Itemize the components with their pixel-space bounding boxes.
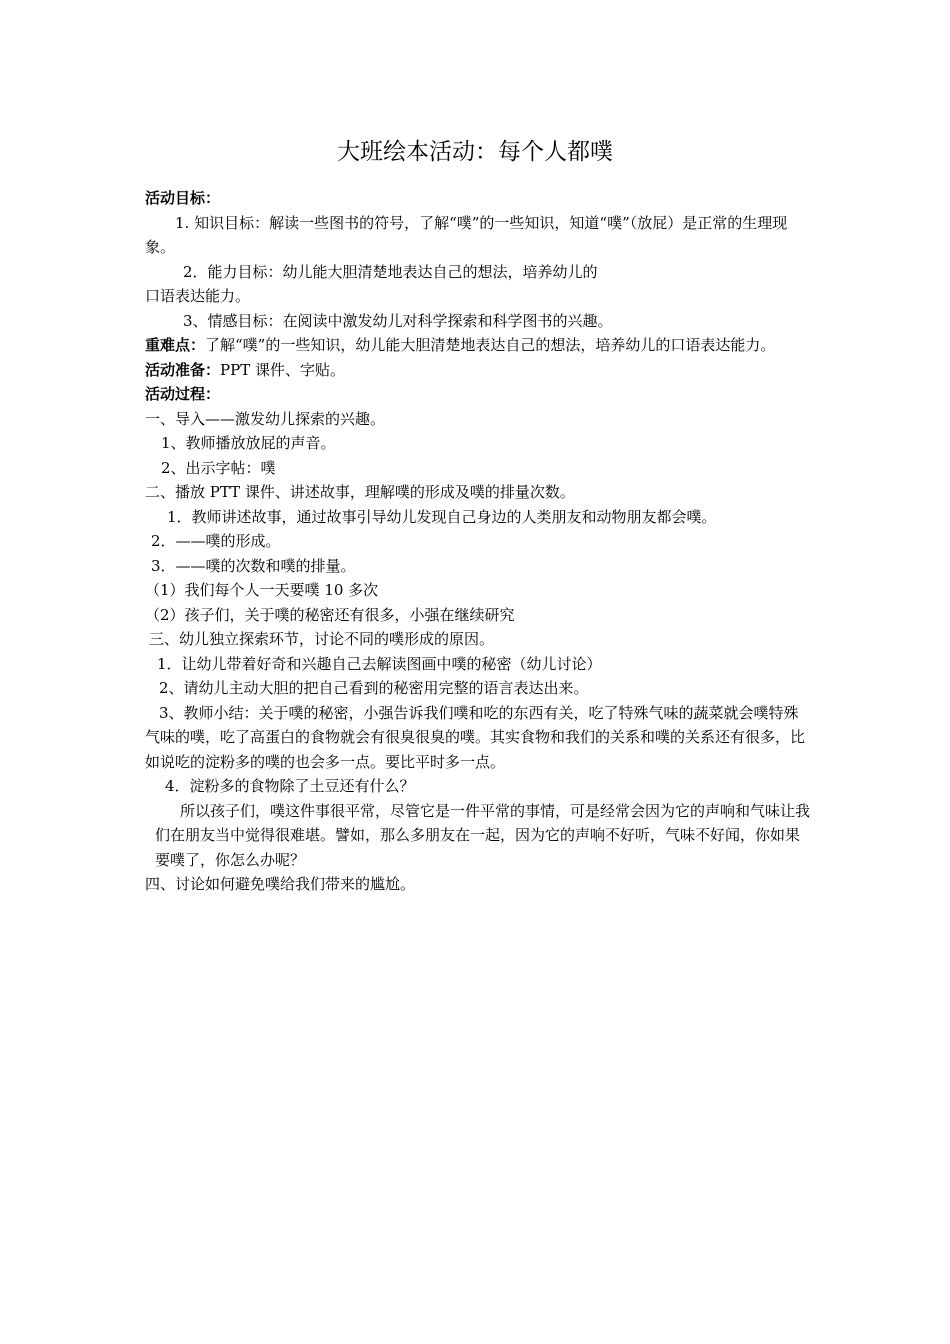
preparation-text: PPT 课件、字贴。 [220,360,345,379]
key-points-text: 了解“噗”的一些知识，幼儿能大胆清楚地表达自己的想法，培养幼儿的口语表达能力。 [205,336,776,354]
step-3: 三、幼儿独立探索环节，讨论不同的噗形成的原因。 [149,630,495,648]
step-3-3 [145,701,810,775]
goal-emotion: 3、情感目标：在阅读中激发幼儿对科学探索和科学图书的兴趣。 [183,311,613,330]
step-2-3: 3．——噗的次数和噗的排量。 [151,556,356,575]
preparation-label: 活动准备： [145,360,221,379]
step-4: 四、讨论如何避免噗给我们带来的尴尬。 [145,875,416,893]
goals-heading: 活动目标： [145,189,221,207]
step-3-4: 4．淀粉多的食物除了土豆还有什么？ [165,777,415,795]
step-1-2: 2、出示字帖：噗 [161,458,276,477]
preparation [145,358,810,383]
document-body [145,186,810,897]
key-points [145,333,810,358]
document-title: 大班绘本活动：每个人都噗 [337,139,613,165]
goal-knowledge: 1. 知识目标：解读一些图书的符号，了解“噗”的一些知识，知道“噗”（放屁）是正常的生理现象。 [145,213,788,256]
goal-ability-continued: 口语表达能力。 [145,287,251,305]
step-2-3a: （1）我们每个人一天要噗 10 多次 [145,581,379,599]
step-2-3b: （2）孩子们，关于噗的秘密还有很多，小强在继续研究 [145,605,515,624]
step-1-1: 1、教师播放放屁的声音。 [161,434,336,452]
process-heading: 活动过程： [145,385,221,403]
key-points-label: 重难点： [145,336,206,354]
step-3-1: 1．让幼儿带着好奇和兴趣自己去解读图画中噗的秘密（幼儿讨论） [157,654,602,673]
goal-ability: 2．能力目标：幼儿能大胆清楚地表达自己的想法，培养幼儿的 [183,262,598,281]
step-3-3-text: 3、教师小结：关于噗的秘密，小强告诉我们噗和吃的东西有关，吃了特殊气味的蔬菜就会噗特殊气味的噗，吃了高蛋白的食物就会有很臭很臭的噗。其实食物和我们的关系和噗的关系还有很多，比如说吃的淀粉多的噗的也会多一点。要比平时多一点。 [145,703,806,771]
step-3-5: 所以孩子们，噗这件事很平常，尽管它是一件平常的事情，可是经常会因为它的声响和气味让我们在朋友当中觉得很难堪。譬如，那么多朋友在一起，因为它的声响不好听，气味不好闻，你如果要噗了，你怎么办呢？ [155,801,811,869]
step-1: 一、导入——激发幼儿探索的兴趣。 [145,409,386,428]
step-2-1: 1．教师讲述故事，通过故事引导幼儿发现自己身边的人类朋友和动物朋友都会噗。 [167,507,717,526]
step-3-2: 2、请幼儿主动大胆的把自己看到的秘密用完整的语言表达出来。 [159,679,589,697]
step-2: 二、播放 PTT 课件、讲述故事，理解噗的形成及噗的排量次数。 [145,483,575,501]
step-2-2: 2．——噗的形成。 [151,532,281,550]
